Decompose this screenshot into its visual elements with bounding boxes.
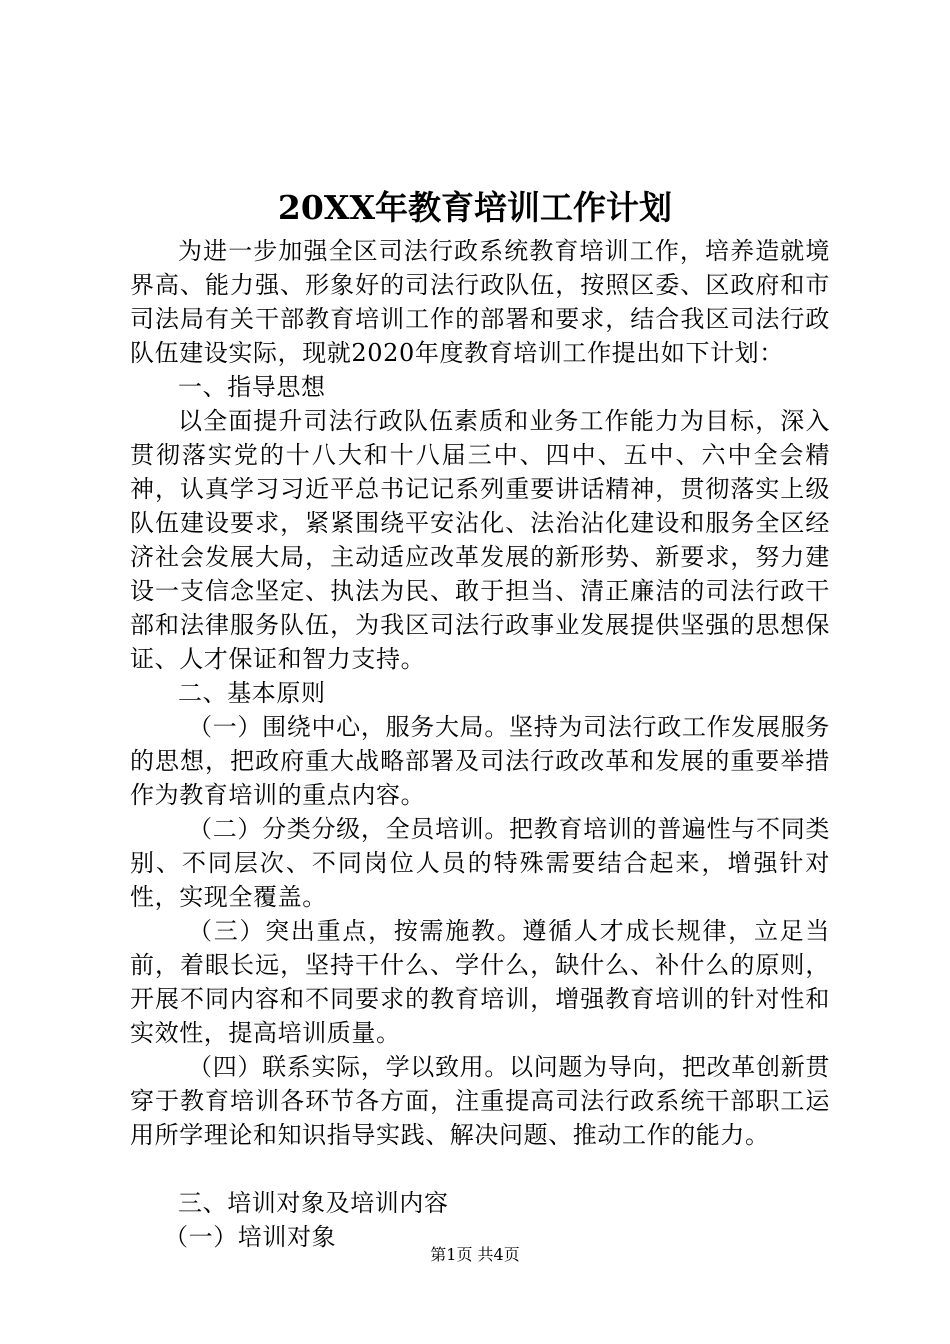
section-3-sub-heading: （一）培训对象 — [164, 1223, 337, 1251]
section-2-heading: 二、基本原则 — [178, 679, 326, 707]
section-1-paragraph: 以全面提升司法行政队伍素质和业务工作能力为目标，深入贯彻落实党的十八大和十八届三中、四中、五中、六中全会精神，认真学习习近平总书记记系列重要讲话精神，贯彻落实上级队伍建设要求，紧紧围绕平安沾化、法治沾化建设和服务全区经济社会发展大局，主动适应改革发展的新形势、新要求，努力建设一支信念坚定、执法为民、敢于担当、清正廉洁的司法行政干部和法律服务队伍，为我区司法行政事业发展提供坚强的思想保证、人才保证和智力支持。 — [130, 407, 830, 673]
principle-2-paragraph: （二）分类分级，全员培训。把教育培训的普遍性与不同类别、不同层次、不同岗位人员的特殊需要结合起来，增强针对性，实现全覆盖。 — [130, 815, 830, 911]
page-footer: 第1页 共4页 — [430, 1245, 520, 1264]
principle-1-paragraph: （一）围绕中心，服务大局。坚持为司法行政工作发展服务的思想，把政府重大战略部署及司法行政改革和发展的重要举措作为教育培训的重点内容。 — [130, 713, 830, 809]
paragraph-gap — [130, 1152, 830, 1186]
document-title: 20XX年教育培训工作计划 — [277, 188, 673, 227]
section-1-heading: 一、指导思想 — [178, 373, 326, 401]
intro-paragraph: 为进一步加强全区司法行政系统教育培训工作，培养造就境界高、能力强、形象好的司法行政队伍，按照区委、区政府和市司法局有关干部教育培训工作的部署和要求，结合我区司法行政队伍建设实际，现就2020年度教育培训工作提出如下计划： — [130, 237, 830, 367]
principle-4-paragraph: （四）联系实际，学以致用。以问题为导向，把改革创新贯穿于教育培训各环节各方面，注重提高司法行政系统干部职工运用所学理论和知识指导实践、解决问题、推动工作的能力。 — [130, 1053, 830, 1149]
document-body — [130, 234, 830, 1254]
principle-3-paragraph: （三）突出重点，按需施教。遵循人才成长规律，立足当前，着眼长远，坚持干什么、学什么，缺什么、补什么的原则，开展不同内容和不同要求的教育培训，增强教育培训的针对性和实效性，提高培训质量。 — [130, 917, 830, 1047]
section-3-heading: 三、培训对象及培训内容 — [178, 1189, 449, 1217]
